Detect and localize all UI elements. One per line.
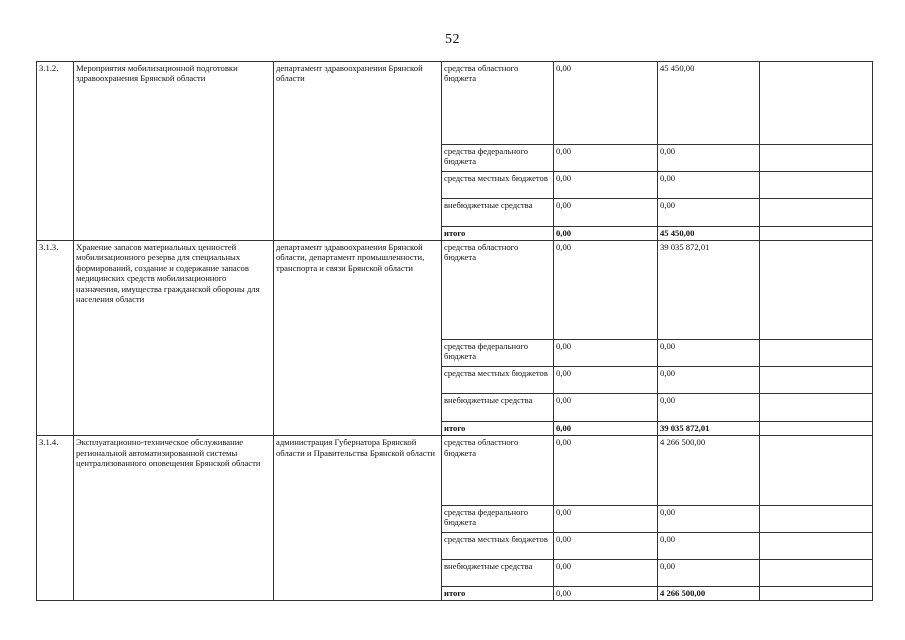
empty-cell bbox=[760, 227, 873, 241]
value-1: 0,00 bbox=[554, 505, 658, 532]
value-1: 0,00 bbox=[554, 199, 658, 227]
empty-cell bbox=[760, 339, 873, 366]
empty-cell bbox=[760, 171, 873, 198]
funding-source: внебюджетные средства bbox=[442, 560, 554, 587]
value-2: 0,00 bbox=[658, 560, 760, 587]
activity-name: Хранение запасов материальных ценностей мобилизационного резерва для специальных формирований, создание и содержание запасов медицинских средств мобилизационного назначения, имущества гражданской обороны для населения области bbox=[74, 240, 274, 435]
funding-source-total: итого bbox=[442, 422, 554, 436]
funding-source: средства федерального бюджета bbox=[442, 144, 554, 171]
value-1: 0,00 bbox=[554, 339, 658, 366]
table-row bbox=[37, 436, 873, 506]
value-2: 0,00 bbox=[658, 532, 760, 559]
executor: департамент здравоохранения Брянской области, департамент промышленности, транспорта и связи Брянской области bbox=[274, 240, 442, 435]
value-2: 0,00 bbox=[658, 171, 760, 198]
program-activities-table bbox=[36, 61, 873, 601]
value-1: 0,00 bbox=[554, 171, 658, 198]
funding-source: средства местных бюджетов bbox=[442, 171, 554, 198]
funding-source: средства местных бюджетов bbox=[442, 367, 554, 394]
value-1: 0,00 bbox=[554, 394, 658, 422]
empty-cell bbox=[760, 240, 873, 339]
funding-source: средства областного бюджета bbox=[442, 240, 554, 339]
empty-cell bbox=[760, 505, 873, 532]
value-2: 0,00 bbox=[658, 199, 760, 227]
value-2: 4 266 500,00 bbox=[658, 436, 760, 506]
value-2: 0,00 bbox=[658, 505, 760, 532]
funding-source: средства федерального бюджета bbox=[442, 505, 554, 532]
total-value-2: 4 266 500,00 bbox=[658, 587, 760, 601]
empty-cell bbox=[760, 367, 873, 394]
value-1: 0,00 bbox=[554, 367, 658, 394]
value-2: 45 450,00 bbox=[658, 62, 760, 145]
empty-cell bbox=[760, 532, 873, 559]
funding-source: внебюджетные средства bbox=[442, 199, 554, 227]
empty-cell bbox=[760, 394, 873, 422]
empty-cell bbox=[760, 199, 873, 227]
value-2: 0,00 bbox=[658, 144, 760, 171]
total-value-1: 0,00 bbox=[554, 587, 658, 601]
empty-cell bbox=[760, 422, 873, 436]
row-code: 3.1.4. bbox=[37, 436, 74, 601]
table-row bbox=[37, 62, 873, 145]
table-row bbox=[37, 240, 873, 339]
total-value-2: 45 450,00 bbox=[658, 227, 760, 241]
activity-name: Мероприятия мобилизационной подготовки здравоохранения Брянской области bbox=[74, 62, 274, 241]
total-value-1: 0,00 bbox=[554, 422, 658, 436]
value-1: 0,00 bbox=[554, 62, 658, 145]
funding-source: средства местных бюджетов bbox=[442, 532, 554, 559]
executor: администрация Губернатора Брянской области и Правительства Брянской области bbox=[274, 436, 442, 601]
value-1: 0,00 bbox=[554, 144, 658, 171]
empty-cell bbox=[760, 144, 873, 171]
value-2: 0,00 bbox=[658, 339, 760, 366]
row-code: 3.1.2. bbox=[37, 62, 74, 241]
activity-name: Эксплуатационно-техническое обслуживание региональной автоматизированной системы централизованного оповещения Брянской области bbox=[74, 436, 274, 601]
value-1: 0,00 bbox=[554, 240, 658, 339]
funding-source: средства областного бюджета bbox=[442, 62, 554, 145]
funding-source: средства областного бюджета bbox=[442, 436, 554, 506]
total-value-2: 39 035 872,01 bbox=[658, 422, 760, 436]
empty-cell bbox=[760, 560, 873, 587]
funding-source: средства федерального бюджета bbox=[442, 339, 554, 366]
value-2: 0,00 bbox=[658, 367, 760, 394]
funding-source: внебюджетные средства bbox=[442, 394, 554, 422]
value-2: 0,00 bbox=[658, 394, 760, 422]
row-code: 3.1.3. bbox=[37, 240, 74, 435]
empty-cell bbox=[760, 587, 873, 601]
value-1: 0,00 bbox=[554, 532, 658, 559]
total-value-1: 0,00 bbox=[554, 227, 658, 241]
funding-source-total: итого bbox=[442, 587, 554, 601]
empty-cell bbox=[760, 62, 873, 145]
page-number: 52 bbox=[445, 32, 460, 47]
value-2: 39 035 872,01 bbox=[658, 240, 760, 339]
value-1: 0,00 bbox=[554, 436, 658, 506]
empty-cell bbox=[760, 436, 873, 506]
funding-source-total: итого bbox=[442, 227, 554, 241]
executor: департамент здравоохранения Брянской области bbox=[274, 62, 442, 241]
value-1: 0,00 bbox=[554, 560, 658, 587]
